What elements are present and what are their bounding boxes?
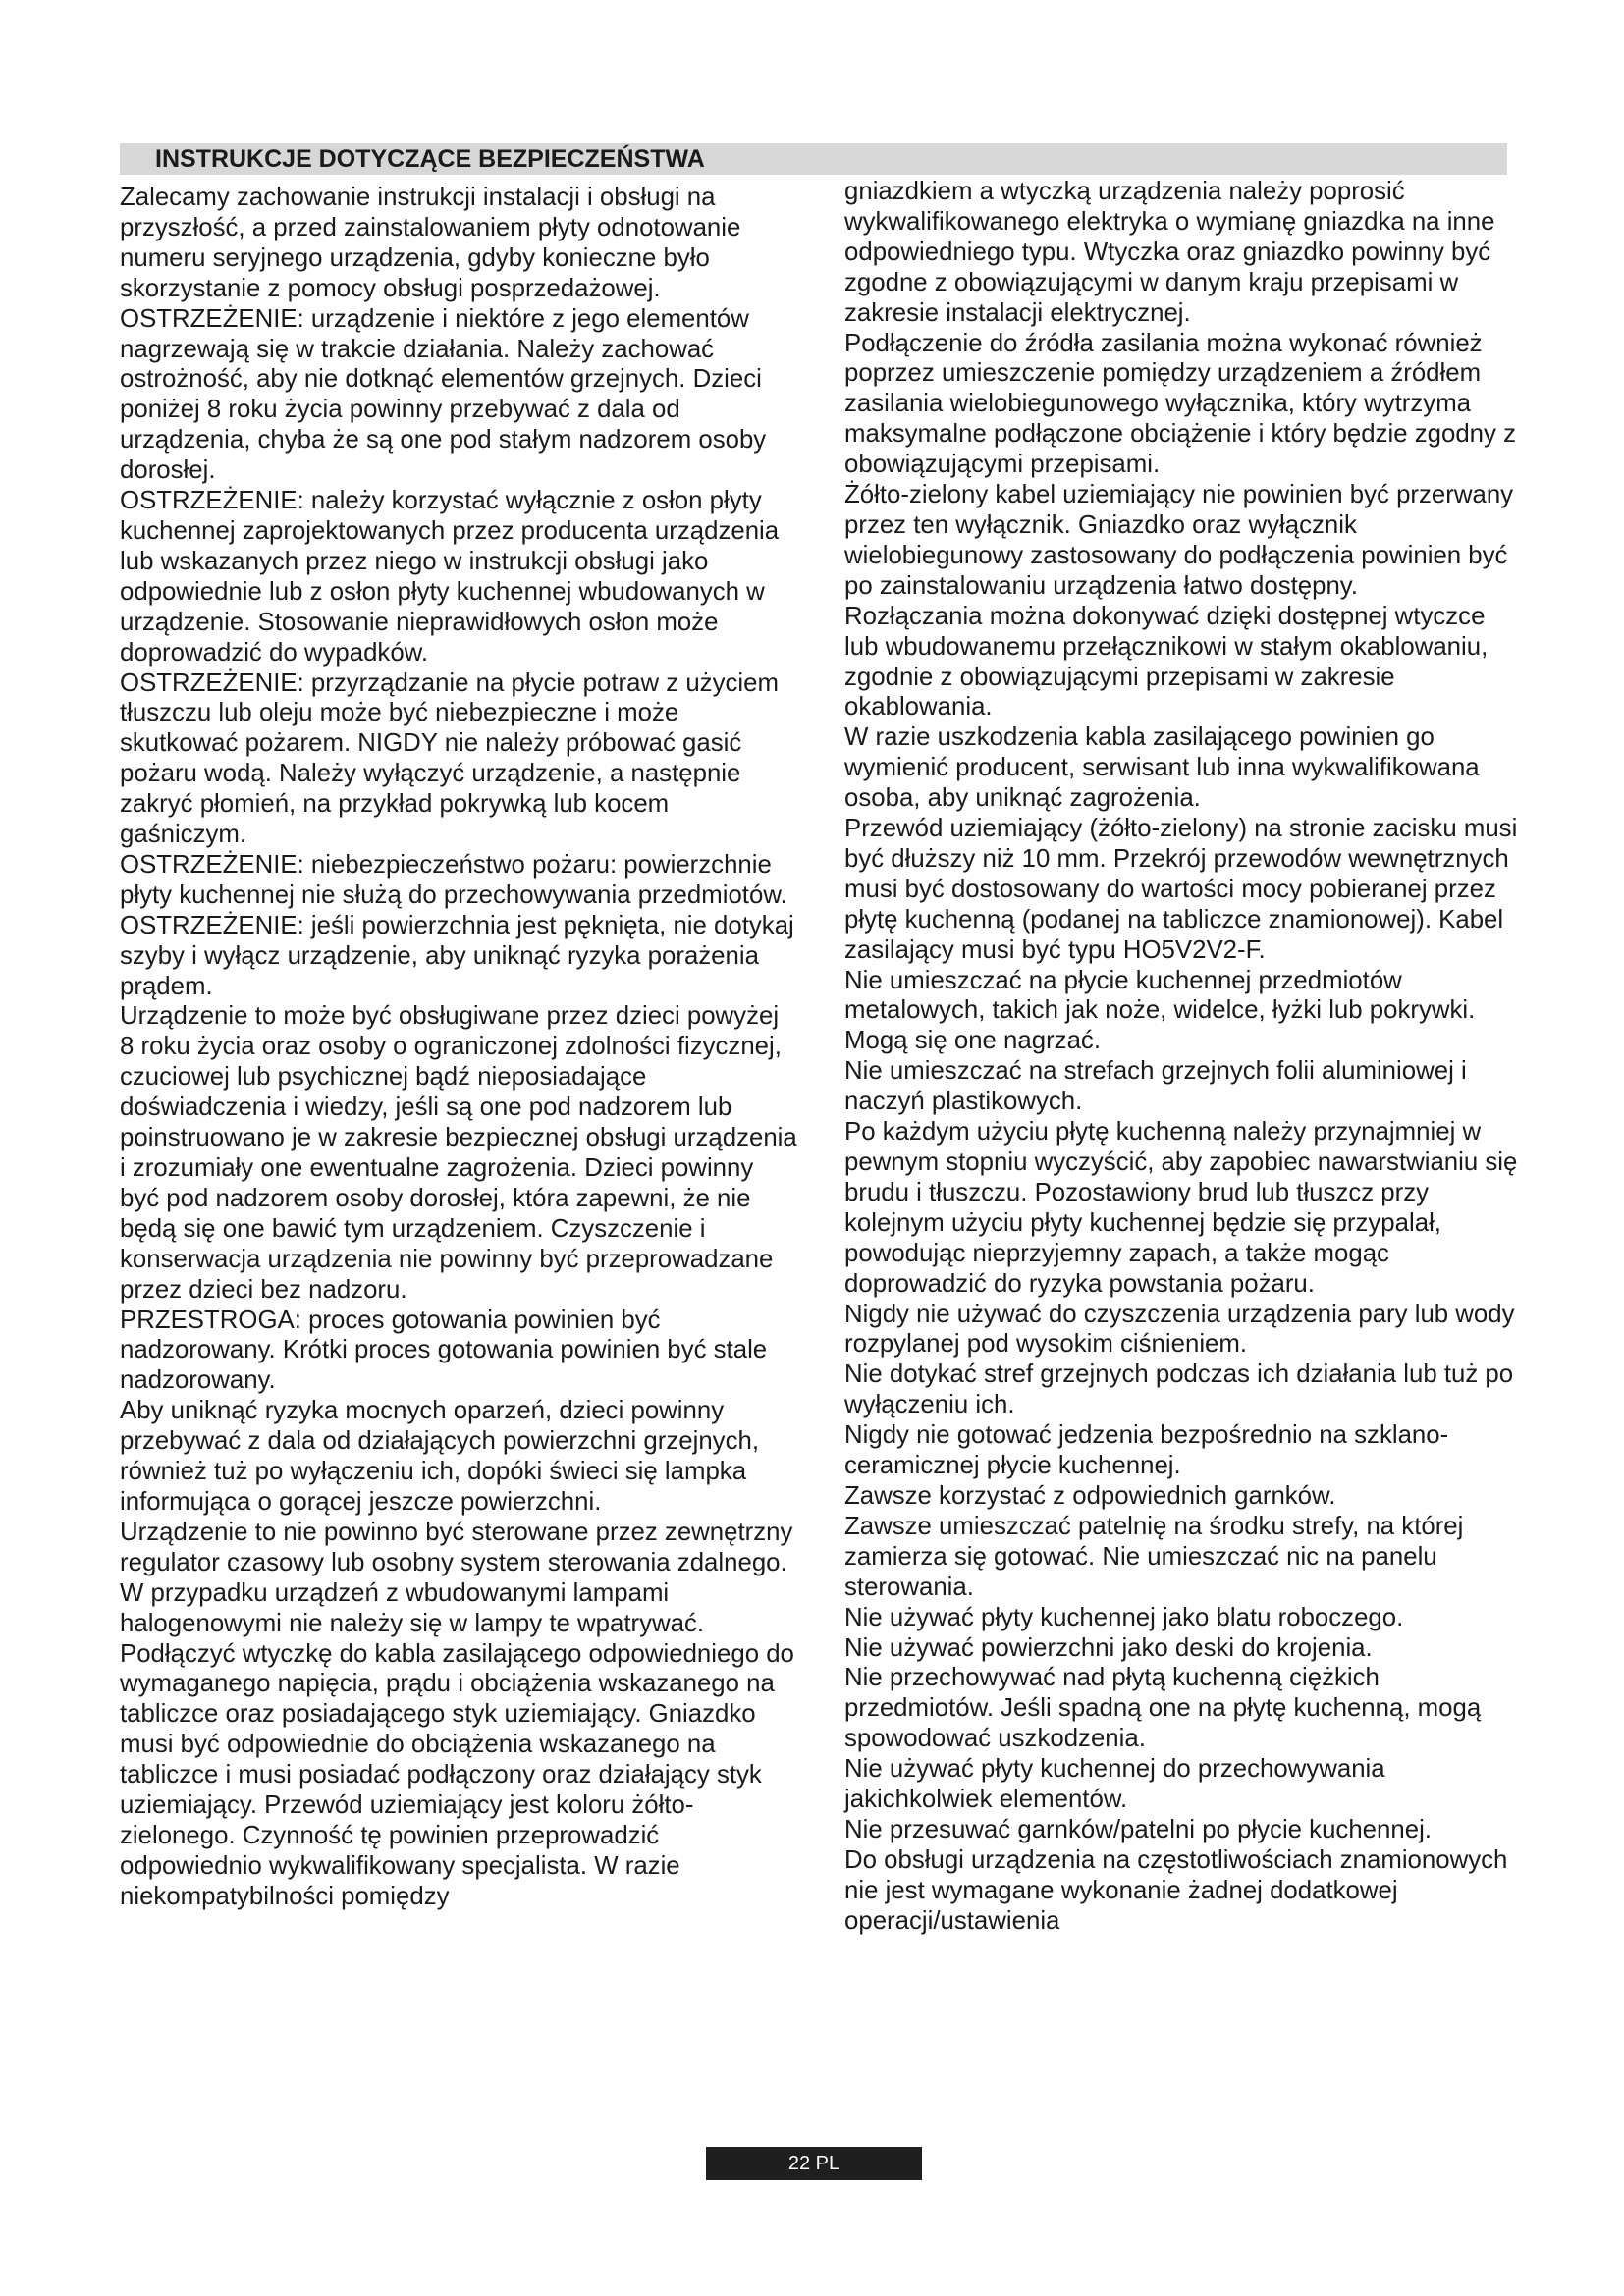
paragraph: Nie przechowywać nad płytą kuchenną ciężkich przedmiotów. Jeśli spadną one na płytę kuchenną, mogą spowodować uszkodzenia.	[844, 1664, 1482, 1753]
paragraph: Nigdy nie gotować jedzenia bezpośrednio na szklano-ceramicznej płycie kuchennej.	[844, 1421, 1449, 1480]
paragraph: gniazdkiem a wtyczką urządzenia należy poprosić wykwalifikowanego elektryka o wymianę gniazdka na inne odpowiedniego typu. Wtyczka oraz gniazdko powinny być zgodne z obowiązującymi w danym kraju przepisami w zakresie instalacji elektrycznej.	[844, 178, 1495, 327]
paragraph: Nie używać płyty kuchennej jako blatu roboczego.	[844, 1603, 1404, 1631]
paragraph: Zalecamy zachowanie instrukcji instalacji i obsługi na przyszłość, a przed zainstalowaniem płyty odnotowanie numeru seryjnego urządzenia, gdyby konieczne było skorzystanie z pomocy obsługi posprzedażowej.	[120, 184, 741, 302]
page-number-badge: 22 PL	[706, 2147, 922, 2180]
paragraph: OSTRZEŻENIE: należy korzystać wyłącznie z osłon płyty kuchennej zaprojektowanych przez producenta urządzenia lub wskazanych przez niego w instrukcji obsługi jako odpowiednie lub z osłon płyty kuchennej wbudowanych w urządzenie. Stosowanie nieprawidłowych osłon może doprowadzić do wypadków.	[120, 487, 780, 667]
right-column	[844, 177, 1522, 1937]
paragraph: Urządzenie to może być obsługiwane przez dzieci powyżej 8 roku życia oraz osoby o ograniczonej zdolności fizycznej, czuciowej lub psychicznej bądź nieposiadające doświadczenia i wiedzy, jeśli są one pod nadzorem lub poinstruowano je w zakresie bezpiecznej obsługi urządzenia i zrozumiały one ewentualne zagrożenia. Dzieci powinny być pod nadzorem osoby dorosłej, która zapewni, że nie będą się one bawić tym urządzeniem. Czyszczenie i konserwacja urządzenia nie powinny być przeprowadzane przez dzieci bez nadzoru.	[120, 1002, 797, 1304]
paragraph: Podłączyć wtyczkę do kabla zasilającego odpowiedniego do wymaganego napięcia, prądu i obciążenia wskazanego na tabliczce oraz posiadającego styk uziemiający. Gniazdko musi być odpowiednie do obciążenia wskazanego na tabliczce i musi posiadać podłączony oraz działający styk uziemiający. Przewód uziemiający jest koloru żółto-zielonego. Czynność tę powinien przeprowadzić odpowiednio wykwalifikowany specjalista. W razie niekompatybilności pomiędzy	[120, 1639, 794, 1910]
section-title-bar	[120, 143, 1507, 175]
paragraph: Zawsze umieszczać patelnię na środku strefy, na której zamierza się gotować. Nie umieszczać nic na panelu sterowania.	[844, 1512, 1464, 1601]
paragraph: OSTRZEŻENIE: przyrządzanie na płycie potraw z użyciem tłuszczu lub oleju może być niebezpieczne i może skutkować pożarem. NIGDY nie należy próbować gasić pożaru wodą. Należy wyłączyć urządzenie, a następnie zakryć płomień, na przykład pokrywką lub kocem gaśniczym.	[120, 668, 779, 849]
paragraph: PRZESTROGA: proces gotowania powinien być nadzorowany. Krótki proces gotowania powinien być stale nadzorowany.	[120, 1306, 768, 1395]
paragraph: Nie umieszczać na płycie kuchennej przedmiotów metalowych, takich jak noże, widelce, łyżki lub pokrywki. Mogą się one nagrzać.	[844, 966, 1476, 1055]
paragraph: Nie używać płyty kuchennej do przechowywania jakichkolwiek elementów.	[844, 1755, 1385, 1814]
paragraph: Zawsze korzystać z odpowiednich garnków.	[844, 1481, 1336, 1510]
paragraph: Nie dotykać stref grzejnych podczas ich działania lub tuż po wyłączeniu ich.	[844, 1361, 1514, 1419]
paragraph: W przypadku urządzeń z wbudowanymi lampami halogenowymi nie należy się w lampy te wpatrywać.	[120, 1578, 705, 1637]
paragraph: Podłączenie do źródła zasilania można wykonać również poprzez umieszczenie pomiędzy urządzeniem a źródłem zasilania wielobiegunowego wyłącznika, który wytrzyma maksymalne podłączone obciążenie i który będzie zgodny z obowiązującymi przepisami.	[844, 329, 1516, 479]
section-title: INSTRUKCJE DOTYCZĄCE BEZPIECZEŃSTWA	[155, 145, 705, 173]
paragraph: Urządzenie to nie powinno być sterowane przez zewnętrzny regulator czasowy lub osobny system sterowania zdalnego.	[120, 1518, 793, 1576]
paragraph: W razie uszkodzenia kabla zasilającego powinien go wymienić producent, serwisant lub inna wykwalifikowana osoba, aby uniknąć zagrożenia.	[844, 723, 1480, 813]
paragraph: OSTRZEŻENIE: niebezpieczeństwo pożaru: powierzchnie płyty kuchennej nie służą do przechowywania przedmiotów.	[120, 850, 787, 909]
paragraph: OSTRZEŻENIE: jeśli powierzchnia jest pęknięta, nie dotykaj szyby i wyłącz urządzenie, aby uniknąć ryzyka porażenia prądem.	[120, 911, 794, 1000]
paragraph: Rozłączania można dokonywać dzięki dostępnej wtyczce lub wbudowanemu przełącznikowi w stałym okablowaniu, zgodnie z obowiązującymi przepisami w zakresie okablowania.	[844, 602, 1489, 721]
paragraph: Do obsługi urządzenia na częstotliwościach znamionowych nie jest wymagane wykonanie żadnej dodatkowej operacji/ustawienia	[844, 1845, 1508, 1935]
paragraph: Żółto-zielony kabel uziemiający nie powinien być przerwany przez ten wyłącznik. Gniazdko oraz wyłącznik wielobiegunowy zastosowany do podłączenia powinien być po zainstalowaniu urządzenia łatwo dostępny.	[844, 481, 1514, 600]
paragraph: Nigdy nie używać do czyszczenia urządzenia pary lub wody rozpylanej pod wysokim ciśnieniem.	[844, 1300, 1515, 1359]
paragraph: Przewód uziemiający (żółto-zielony) na stronie zacisku musi być dłuższy niż 10 mm. Przekrój przewodów wewnętrznych musi być dostosowany do wartości mocy pobieranej przez płytę kuchenną (podanej na tabliczce znamionowej). Kabel zasilający musi być typu HO5V2V2-F.	[844, 815, 1518, 964]
paragraph: Po każdym użyciu płytę kuchenną należy przynajmniej w pewnym stopniu wyczyścić, aby zapobiec nawarstwianiu się brudu i tłuszczu. Pozostawiony brud lub tłuszcz przy kolejnym użyciu płyty kuchennej będzie się przypalał, powodując nieprzyjemny zapach, a także mogąc doprowadzić do ryzyka powstania pożaru.	[844, 1118, 1518, 1298]
paragraph: OSTRZEŻENIE: urządzenie i niektóre z jego elementów nagrzewają się w trakcie działania. Należy zachować ostrożność, aby nie dotknąć elementów grzejnych. Dzieci poniżej 8 roku życia powinny przebywać z dala od urządzenia, chyba że są one pod stałym nadzorem osoby dorosłej.	[120, 304, 767, 485]
left-column	[120, 183, 797, 1912]
paragraph: Aby uniknąć ryzyka mocnych oparzeń, dzieci powinny przebywać z dala od działających powierzchni grzejnych, również tuż po wyłączeniu ich, dopóki świeci się lampka informująca o gorącej jeszcze powierzchni.	[120, 1397, 759, 1516]
paragraph: Nie przesuwać garnków/patelni po płycie kuchennej.	[844, 1815, 1432, 1843]
paragraph: Nie używać powierzchni jako deski do krojenia.	[844, 1633, 1373, 1662]
paragraph: Nie umieszczać na strefach grzejnych folii aluminiowej i naczyń plastikowych.	[844, 1057, 1467, 1116]
